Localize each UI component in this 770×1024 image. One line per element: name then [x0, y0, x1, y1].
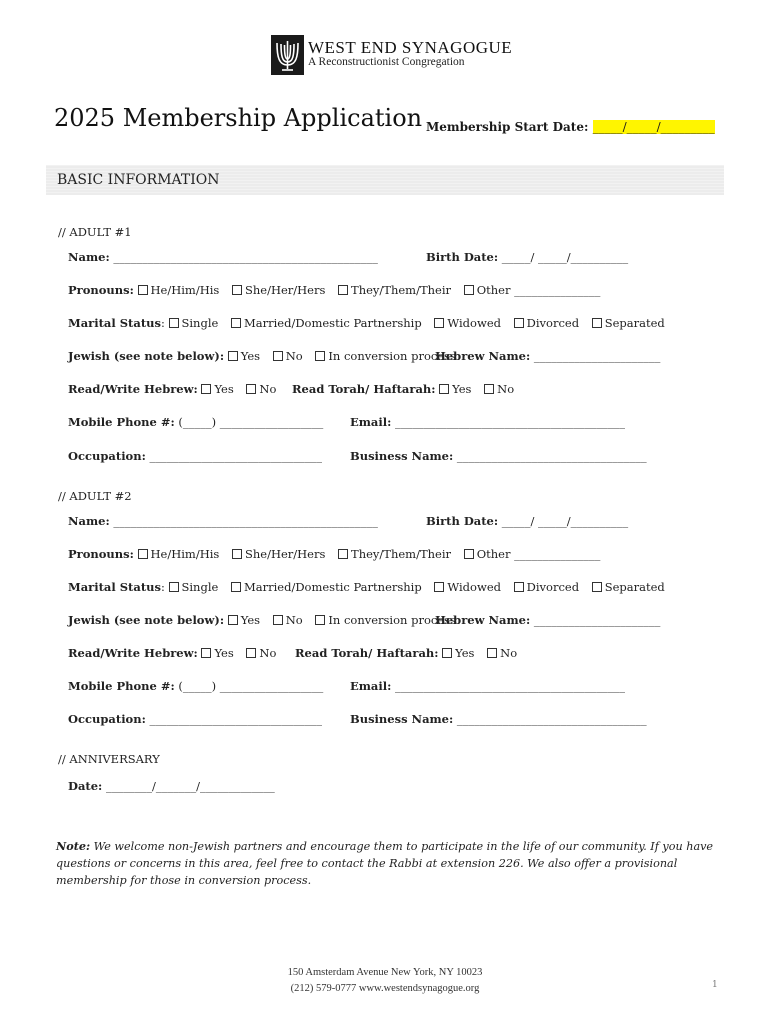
adult1-marital-row: Marital Status: Single Married/Domestic Partnership Widowed Divorced Separated [68, 316, 665, 330]
checkbox-icon[interactable] [246, 384, 256, 394]
checkbox-icon[interactable] [592, 318, 602, 328]
adult1-heading: // ADULT #1 [58, 225, 132, 239]
note-text: We welcome non-Jewish partners and encourage them to participate in the life of our community. If you have questions or concerns in this area, feel free to contact the Rabbi at extension 226. We also offer a provisional membership for those in conversion process. [56, 840, 714, 887]
section-header-bar [46, 165, 724, 195]
anniversary-heading: // ANNIVERSARY [58, 752, 160, 766]
adult1-jewish-row [68, 349, 465, 363]
checkbox-icon[interactable] [169, 318, 179, 328]
adult1-name-field[interactable] [68, 250, 378, 264]
occupation-label: Occupation: [68, 712, 146, 726]
checkbox-icon[interactable] [592, 582, 602, 592]
adult2-readwrite-row [68, 646, 285, 660]
marital-option[interactable]: Single [169, 580, 219, 594]
adult1-occupation-field[interactable] [68, 449, 322, 463]
hebrew-name-label: Hebrew Name: [435, 613, 531, 627]
adult1-torah-row [292, 382, 523, 396]
pronoun-option[interactable]: They/Them/Their [338, 283, 451, 297]
name-label: Name: [68, 514, 110, 528]
pronoun-option[interactable]: He/Him/His [138, 283, 220, 297]
anniversary-date-blank[interactable]: ________/_______/_____________ [105, 779, 275, 793]
pronoun-option[interactable]: They/Them/Their [338, 547, 451, 561]
note-label: Note: [56, 839, 91, 853]
readwrite-option[interactable]: Yes [201, 382, 233, 396]
business-blank[interactable]: _________________________________ [456, 712, 647, 726]
page-number: 1 [712, 980, 718, 990]
logo-name: WEST END SYNAGOGUE [308, 38, 513, 57]
adult1-hebrew-name-field[interactable] [435, 349, 660, 363]
section-title: BASIC INFORMATION [57, 172, 220, 188]
checkbox-icon[interactable] [315, 615, 325, 625]
start-date-blank[interactable]: _____/_____/_________ [592, 120, 715, 134]
checkbox-icon[interactable] [484, 384, 494, 394]
jewish-option[interactable]: In conversion process [315, 349, 456, 363]
email-label: Email: [350, 415, 392, 429]
checkbox-icon[interactable] [228, 351, 238, 361]
marital-option[interactable]: Widowed [434, 316, 501, 330]
phone-blank[interactable]: (_____) __________________ [178, 679, 324, 693]
adult1-phone-field[interactable] [68, 415, 323, 429]
pronoun-option[interactable]: He/Him/His [138, 547, 220, 561]
checkbox-icon[interactable] [464, 285, 474, 295]
adult2-jewish-row [68, 613, 465, 627]
adult1-readwrite-row [68, 382, 285, 396]
jewish-option[interactable]: Yes [228, 349, 260, 363]
phone-label: Mobile Phone #: [68, 415, 175, 429]
name-blank[interactable]: ______________________________________________ [113, 514, 378, 528]
adult2-email-field[interactable] [350, 679, 625, 693]
phone-label: Mobile Phone #: [68, 679, 175, 693]
checkbox-icon[interactable] [315, 351, 325, 361]
marital-option[interactable]: Single [169, 316, 219, 330]
checkbox-icon[interactable] [231, 582, 241, 592]
jewish-label: Jewish (see note below): [68, 349, 225, 363]
membership-start-date[interactable] [426, 120, 715, 134]
pronoun-option[interactable]: She/Her/Hers [232, 283, 325, 297]
adult2-torah-row [295, 646, 526, 660]
birth-date-label: Birth Date: [426, 250, 499, 264]
email-blank[interactable]: ________________________________________ [395, 679, 626, 693]
readwrite-option[interactable]: Yes [201, 646, 233, 660]
marital-option[interactable]: Separated [592, 316, 665, 330]
checkbox-icon[interactable] [442, 648, 452, 658]
torah-label: Read Torah/ Haftarah: [292, 382, 436, 396]
adult1-email-field[interactable] [350, 415, 625, 429]
marital-label: Marital Status [68, 316, 161, 330]
pronoun-option[interactable]: Other _______________ [464, 547, 601, 561]
checkbox-icon[interactable] [338, 285, 348, 295]
birth-date-blank[interactable]: _____/ _____/__________ [501, 250, 629, 264]
birth-date-blank[interactable]: _____/ _____/__________ [501, 514, 629, 528]
checkbox-icon[interactable] [169, 582, 179, 592]
start-date-label: Membership Start Date: [426, 120, 589, 134]
hebrew-name-blank[interactable]: ______________________ [533, 349, 661, 363]
adult1-pronouns-row [68, 283, 609, 297]
checkbox-icon[interactable] [464, 549, 474, 559]
marital-option[interactable]: Married/Domestic Partnership [231, 580, 422, 594]
torah-option[interactable]: Yes [439, 382, 471, 396]
pronoun-option[interactable]: Other _______________ [464, 283, 601, 297]
checkbox-icon[interactable] [228, 615, 238, 625]
adult2-birth-date-field[interactable] [426, 514, 628, 528]
marital-label: Marital Status [68, 580, 161, 594]
business-label: Business Name: [350, 712, 454, 726]
occupation-label: Occupation: [68, 449, 146, 463]
readwrite-label: Read/Write Hebrew: [68, 382, 198, 396]
business-blank[interactable]: _________________________________ [456, 449, 647, 463]
torah-label: Read Torah/ Haftarah: [295, 646, 439, 660]
jewish-option[interactable]: No [273, 613, 303, 627]
adult2-marital-row: Marital Status: Single Married/Domestic Partnership Widowed Divorced Separated [68, 580, 665, 594]
checkbox-icon[interactable] [273, 351, 283, 361]
business-label: Business Name: [350, 449, 454, 463]
jewish-label: Jewish (see note below): [68, 613, 225, 627]
checkbox-icon[interactable] [232, 285, 242, 295]
checkbox-icon[interactable] [338, 549, 348, 559]
occupation-blank[interactable]: ______________________________ [149, 712, 322, 726]
checkbox-icon[interactable] [434, 582, 444, 592]
torah-option[interactable]: No [484, 382, 514, 396]
adult2-name-field[interactable] [68, 514, 378, 528]
torah-option[interactable]: Yes [442, 646, 474, 660]
note-paragraph [56, 838, 736, 889]
checkbox-icon[interactable] [246, 648, 256, 658]
logo-tagline: A Reconstructionist Congregation [308, 56, 465, 68]
checkbox-icon[interactable] [138, 285, 148, 295]
checkbox-icon[interactable] [231, 318, 241, 328]
marital-option[interactable]: Widowed [434, 580, 501, 594]
adult1-business-field[interactable] [350, 449, 647, 463]
birth-date-label: Birth Date: [426, 514, 499, 528]
footer-contact: (212) 579-0777 www.westendsynagogue.org [290, 983, 480, 994]
checkbox-icon[interactable] [514, 582, 524, 592]
name-blank[interactable]: ______________________________________________ [113, 250, 378, 264]
marital-option[interactable]: Divorced [514, 316, 579, 330]
torah-option[interactable]: No [487, 646, 517, 660]
readwrite-label: Read/Write Hebrew: [68, 646, 198, 660]
name-label: Name: [68, 250, 110, 264]
checkbox-icon[interactable] [201, 384, 211, 394]
adult2-business-field[interactable] [350, 712, 647, 726]
readwrite-option[interactable]: No [246, 382, 276, 396]
jewish-option[interactable]: Yes [228, 613, 260, 627]
footer-address: 150 Amsterdam Avenue New York, NY 10023 [287, 967, 483, 978]
occupation-blank[interactable]: ______________________________ [149, 449, 322, 463]
pronouns-label: Pronouns: [68, 547, 134, 561]
checkbox-icon[interactable] [232, 549, 242, 559]
checkbox-icon[interactable] [138, 549, 148, 559]
adult2-pronouns-row [68, 547, 609, 561]
email-label: Email: [350, 679, 392, 693]
checkbox-icon[interactable] [201, 648, 211, 658]
jewish-option[interactable]: No [273, 349, 303, 363]
adult2-hebrew-name-field[interactable] [435, 613, 660, 627]
marital-option[interactable]: Separated [592, 580, 665, 594]
checkbox-icon[interactable] [439, 384, 449, 394]
pronoun-option[interactable]: She/Her/Hers [232, 547, 325, 561]
hebrew-name-label: Hebrew Name: [435, 349, 531, 363]
menorah-logo-icon [271, 35, 304, 75]
checkbox-icon[interactable] [273, 615, 283, 625]
checkbox-icon[interactable] [434, 318, 444, 328]
checkbox-icon[interactable] [487, 648, 497, 658]
pronouns-label: Pronouns: [68, 283, 134, 297]
anniversary-date-label: Date: [68, 779, 103, 793]
adult2-phone-field[interactable] [68, 679, 323, 693]
phone-blank[interactable]: (_____) __________________ [178, 415, 324, 429]
anniversary-date-field[interactable] [68, 779, 275, 793]
checkbox-icon[interactable] [514, 318, 524, 328]
marital-option[interactable]: Married/Domestic Partnership [231, 316, 422, 330]
page-title: 2025 Membership Application [54, 104, 423, 132]
hebrew-name-blank[interactable]: ______________________ [533, 613, 661, 627]
jewish-option[interactable]: In conversion process [315, 613, 456, 627]
readwrite-option[interactable]: No [246, 646, 276, 660]
adult1-birth-date-field[interactable] [426, 250, 628, 264]
email-blank[interactable]: ________________________________________ [395, 415, 626, 429]
adult2-heading: // ADULT #2 [58, 489, 132, 503]
adult2-occupation-field[interactable] [68, 712, 322, 726]
marital-option[interactable]: Divorced [514, 580, 579, 594]
